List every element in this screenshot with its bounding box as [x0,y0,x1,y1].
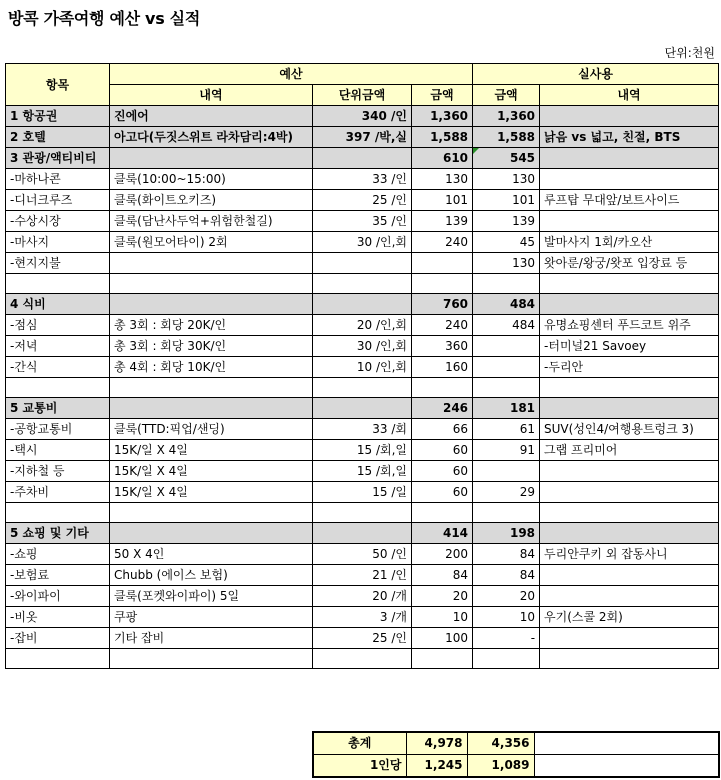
item-cell: -택시 [6,440,110,461]
item-cell: 3 관광/액티비티 [6,148,110,169]
item-cell: -쇼핑 [6,544,110,565]
blank-cell [6,503,110,523]
amount-cell: 130 [412,169,473,190]
item-cell: -간식 [6,357,110,378]
item-cell: 2 호텔 [6,127,110,148]
actual-detail-cell: SUV(성인4/여행용트렁크 3) [540,419,719,440]
unit-price-cell: 33 /회 [313,419,412,440]
table-row [6,190,719,211]
detail-cell: 클룩(포켓와이파이) 5일 [110,586,313,607]
total-label: 총계 [313,732,406,755]
unit-price-cell [313,294,412,315]
actual-amount-cell: 545 [473,148,540,169]
actual-amount-cell: 61 [473,419,540,440]
blank-cell [110,649,313,669]
amount-cell: 760 [412,294,473,315]
detail-cell: 쿠팡 [110,607,313,628]
amount-cell: 139 [412,211,473,232]
header-detail: 내역 [110,85,313,106]
unit-price-cell: 15 /회,일 [313,461,412,482]
item-cell: -점심 [6,315,110,336]
blank-row [6,274,719,294]
unit-price-cell: 30 /인,회 [313,232,412,253]
amount-cell: 10 [412,607,473,628]
blank-cell [110,378,313,398]
table-row [6,315,719,336]
detail-cell: Chubb (에이스 보험) [110,565,313,586]
detail-cell: 15K/일 X 4일 [110,482,313,503]
blank-cell [313,274,412,294]
item-cell: -디너크루즈 [6,190,110,211]
category-row [6,398,719,419]
unit-price-cell: 340 /인 [313,106,412,127]
detail-cell: 총 4회 : 회당 10K/인 [110,357,313,378]
actual-detail-cell: 왓아룬/왕궁/왓포 입장료 등 [540,253,719,274]
unit-price-cell: 15 /일 [313,482,412,503]
header-budget: 예산 [110,64,473,85]
table-row [6,232,719,253]
blank-cell [412,503,473,523]
total-actual: 4,356 [467,732,534,755]
actual-detail-cell [540,461,719,482]
detail-cell: 클룩(TTD:픽업/샌딩) [110,419,313,440]
header-row-1 [6,64,719,85]
detail-cell: 클룩(화이트오키즈) [110,190,313,211]
actual-amount-cell: 484 [473,294,540,315]
table-row [6,482,719,503]
actual-amount-cell: 45 [473,232,540,253]
unit-price-cell: 20 /인,회 [313,315,412,336]
detail-cell [110,398,313,419]
unit-price-cell: 397 /박,실 [313,127,412,148]
actual-detail-cell: -터미널21 Savoey [540,336,719,357]
category-row [6,294,719,315]
unit-price-cell: 3 /개 [313,607,412,628]
item-cell: 1 항공권 [6,106,110,127]
header-amount: 금액 [412,85,473,106]
per-person-label: 1인당 [313,755,406,778]
actual-detail-cell: -두리안 [540,357,719,378]
amount-cell: 160 [412,357,473,378]
item-cell: -마사지 [6,232,110,253]
item-cell: 4 식비 [6,294,110,315]
blank-row [6,503,719,523]
actual-amount-cell: 130 [473,253,540,274]
actual-detail-cell: 낡음 vs 넓고, 친절, BTS [540,127,719,148]
amount-cell: 100 [412,628,473,649]
detail-cell: 15K/일 X 4일 [110,461,313,482]
actual-detail-cell: 루프탑 무대앞/보트사이드 [540,190,719,211]
unit-price-cell [313,148,412,169]
item-cell: -보험료 [6,565,110,586]
actual-amount-cell: 84 [473,544,540,565]
per-person-row [313,755,719,778]
amount-cell: 360 [412,336,473,357]
item-cell: -공항교통비 [6,419,110,440]
unit-price-cell: 25 /인 [313,628,412,649]
actual-detail-cell [540,586,719,607]
actual-amount-cell: 1,588 [473,127,540,148]
actual-detail-cell [540,398,719,419]
table-row [6,461,719,482]
table-row [6,253,719,274]
blank-cell [473,503,540,523]
unit-price-cell [313,523,412,544]
table-body [6,106,719,669]
amount-cell: 60 [412,461,473,482]
table-row [6,565,719,586]
item-cell: -수상시장 [6,211,110,232]
detail-cell: 50 X 4인 [110,544,313,565]
header-unit-price: 단위금액 [313,85,412,106]
actual-amount-cell: 484 [473,315,540,336]
table-row [6,586,719,607]
actual-detail-cell [540,482,719,503]
actual-amount-cell: 1,360 [473,106,540,127]
actual-amount-cell [473,357,540,378]
item-cell: 5 교통비 [6,398,110,419]
blank-cell [412,649,473,669]
amount-cell: 66 [412,419,473,440]
blank-cell [6,378,110,398]
detail-cell: 15K/일 X 4일 [110,440,313,461]
item-cell: -주차비 [6,482,110,503]
header-item: 항목 [6,64,110,106]
blank-cell [473,274,540,294]
header-actual-detail: 내역 [540,85,719,106]
blank-cell [110,274,313,294]
actual-amount-cell: 10 [473,607,540,628]
unit-price-cell: 50 /인 [313,544,412,565]
table-row [6,336,719,357]
page-title: 방콕 가족여행 예산 vs 실적 [8,9,200,28]
actual-amount-cell: 130 [473,169,540,190]
blank-row [6,378,719,398]
total-empty [534,732,719,755]
detail-cell [110,523,313,544]
actual-detail-cell [540,565,719,586]
total-budget: 4,978 [406,732,467,755]
blank-row [6,649,719,669]
amount-cell: 101 [412,190,473,211]
actual-amount-cell: 181 [473,398,540,419]
amount-cell: 1,360 [412,106,473,127]
amount-cell: 60 [412,440,473,461]
table-row [6,211,719,232]
actual-detail-cell [540,148,719,169]
actual-detail-cell [540,211,719,232]
amount-cell: 20 [412,586,473,607]
per-person-budget: 1,245 [406,755,467,778]
per-person-actual: 1,089 [467,755,534,778]
blank-cell [313,649,412,669]
amount-cell: 200 [412,544,473,565]
amount-cell: 84 [412,565,473,586]
blank-cell [110,503,313,523]
blank-cell [6,649,110,669]
total-row [313,732,719,755]
table-row [6,607,719,628]
unit-price-cell: 35 /인 [313,211,412,232]
actual-detail-cell: 유명쇼핑센터 푸드코트 위주 [540,315,719,336]
blank-cell [313,378,412,398]
actual-amount-cell: 139 [473,211,540,232]
actual-detail-cell: 두리안쿠키 외 잡동사니 [540,544,719,565]
table-row [6,628,719,649]
detail-cell: 총 3회 : 회당 30K/인 [110,336,313,357]
actual-detail-cell [540,169,719,190]
actual-amount-cell [473,461,540,482]
blank-cell [540,378,719,398]
unit-price-cell [313,398,412,419]
item-cell: -마하나콘 [6,169,110,190]
item-cell: -와이파이 [6,586,110,607]
table-row [6,419,719,440]
amount-cell: 60 [412,482,473,503]
blank-cell [313,503,412,523]
table-row [6,357,719,378]
category-row [6,523,719,544]
actual-amount-cell: - [473,628,540,649]
detail-cell: 클룩(담난사두억+위험한철길) [110,211,313,232]
amount-cell [412,253,473,274]
unit-price-cell: 15 /회,일 [313,440,412,461]
unit-price-cell: 20 /개 [313,586,412,607]
amount-cell: 240 [412,232,473,253]
blank-cell [540,274,719,294]
item-cell: -현지지불 [6,253,110,274]
actual-detail-cell: 그랩 프리미어 [540,440,719,461]
unit-price-cell: 21 /인 [313,565,412,586]
actual-detail-cell [540,106,719,127]
detail-cell: 총 3회 : 회당 20K/인 [110,315,313,336]
header-actual: 실사용 [473,64,719,85]
blank-cell [540,649,719,669]
category-row [6,127,719,148]
category-row [6,106,719,127]
table-row [6,440,719,461]
unit-price-cell: 25 /인 [313,190,412,211]
header-actual-amount: 금액 [473,85,540,106]
item-cell: 5 쇼핑 및 기타 [6,523,110,544]
detail-cell: 기타 잡비 [110,628,313,649]
blank-cell [412,378,473,398]
amount-cell: 610 [412,148,473,169]
actual-detail-cell: 발마사지 1회/카오산 [540,232,719,253]
actual-detail-cell [540,523,719,544]
detail-cell [110,253,313,274]
actual-detail-cell [540,628,719,649]
table-row [6,169,719,190]
actual-amount-cell: 84 [473,565,540,586]
detail-cell [110,294,313,315]
table-row [6,544,719,565]
item-cell: -저녁 [6,336,110,357]
amount-cell: 240 [412,315,473,336]
detail-cell: 진에어 [110,106,313,127]
detail-cell [110,148,313,169]
blank-cell [473,649,540,669]
unit-price-cell: 30 /인,회 [313,336,412,357]
budget-table [5,63,719,669]
actual-detail-cell: 우기(스콜 2회) [540,607,719,628]
actual-amount-cell: 20 [473,586,540,607]
actual-detail-cell [540,294,719,315]
per-person-empty [534,755,719,778]
blank-cell [473,378,540,398]
actual-amount-cell [473,336,540,357]
detail-cell: 클룩(10:00~15:00) [110,169,313,190]
totals-table [312,731,720,778]
actual-amount-cell: 91 [473,440,540,461]
category-row [6,148,719,169]
detail-cell: 클룩(원모어타이) 2회 [110,232,313,253]
actual-amount-cell: 198 [473,523,540,544]
unit-price-cell [313,253,412,274]
actual-amount-cell: 101 [473,190,540,211]
header-row-2 [6,85,719,106]
actual-amount-cell: 29 [473,482,540,503]
unit-price-cell: 10 /인,회 [313,357,412,378]
unit-label: 단위:천원 [664,46,715,60]
item-cell: -잡비 [6,628,110,649]
blank-cell [540,503,719,523]
amount-cell: 414 [412,523,473,544]
blank-cell [412,274,473,294]
amount-cell: 246 [412,398,473,419]
blank-cell [6,274,110,294]
unit-price-cell: 33 /인 [313,169,412,190]
detail-cell: 아고다(두짓스위트 라차담리:4박) [110,127,313,148]
item-cell: -비옷 [6,607,110,628]
amount-cell: 1,588 [412,127,473,148]
item-cell: -지하철 등 [6,461,110,482]
